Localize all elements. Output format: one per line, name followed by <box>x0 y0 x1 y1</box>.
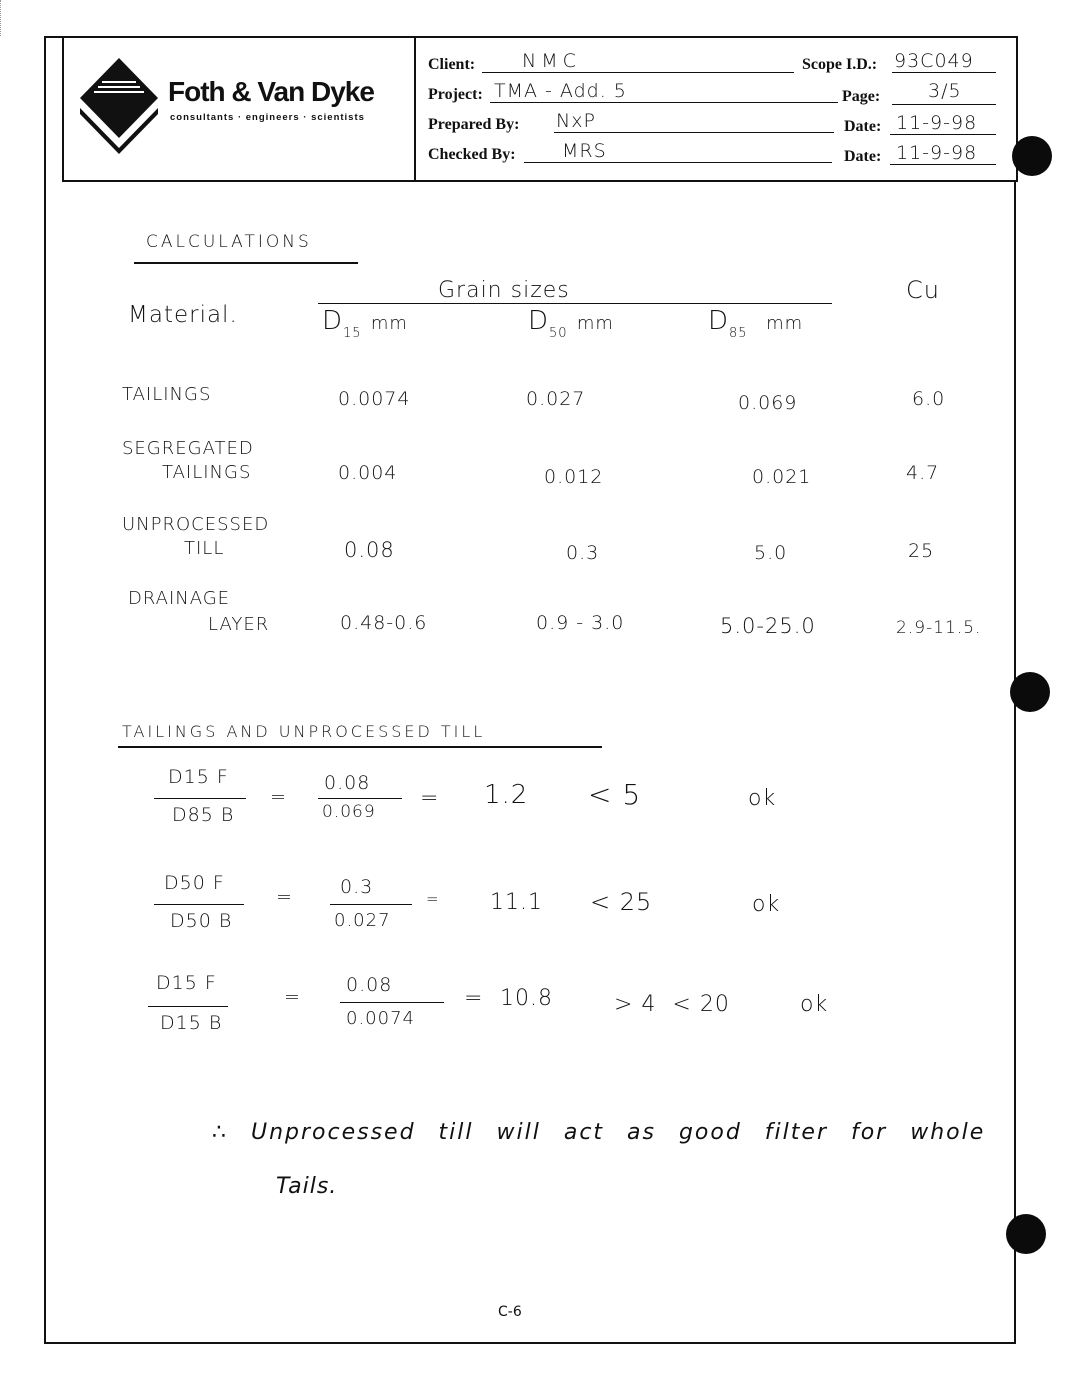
ratio-result: 11.1 <box>490 890 543 915</box>
equals-sign: = <box>420 786 440 811</box>
ratio-status: ok <box>748 786 777 811</box>
scope-value: 93C049 <box>894 50 974 72</box>
material-name-line2: LAYER <box>208 614 270 635</box>
d50-cell: 0.9 - 3.0 <box>536 612 625 634</box>
checked-line <box>524 162 832 163</box>
d15-cell: 0.0074 <box>338 388 411 410</box>
scope-line <box>892 72 996 73</box>
date2-line <box>890 164 996 165</box>
company-tagline: consultants · engineers · scientists <box>170 112 365 123</box>
prepared-line <box>554 132 834 133</box>
ratio-numerator: D15 F <box>156 972 217 994</box>
ratio-bar <box>154 798 246 799</box>
page-line <box>892 104 996 105</box>
project-value: TMA - Add. 5 <box>494 80 627 102</box>
date2-label: Date: <box>844 148 882 165</box>
d50-cell: 0.027 <box>526 388 586 410</box>
cu-cell: 25 <box>908 540 935 562</box>
check-title-underline <box>118 746 602 748</box>
project-label: Project: <box>428 86 483 103</box>
cu-cell: 2.9-11.5. <box>896 618 982 638</box>
logo-cell <box>64 38 416 180</box>
cu-header: Cu <box>906 276 940 304</box>
page-label: Page: <box>842 88 881 105</box>
prepared-label: Prepared By: <box>428 116 520 133</box>
value-bar <box>318 798 402 799</box>
date1-line <box>890 134 996 135</box>
d50-header: $D_{50}$ mm <box>528 306 614 341</box>
date1-label: Date: <box>844 118 882 135</box>
ratio-denominator: D85 B <box>172 804 235 826</box>
project-line <box>490 102 838 103</box>
d85-cell: 5.0-25.0 <box>720 614 816 638</box>
scope-label: Scope I.D.: <box>802 56 878 73</box>
client-line <box>482 72 794 73</box>
grain-sizes-label: Grain sizes <box>438 278 570 303</box>
margin-mark <box>0 0 4 36</box>
d85-cell: 0.069 <box>738 392 798 414</box>
equals-sign: = <box>276 886 293 908</box>
date1-value: 11-9-98 <box>896 112 978 134</box>
value-numerator: 0.08 <box>324 772 371 794</box>
cu-cell: 4.7 <box>906 462 940 484</box>
company-name: Foth & Van Dyke <box>168 76 374 107</box>
material-name: TAILINGS <box>122 384 212 405</box>
cu-cell: 6.0 <box>912 388 946 410</box>
title-block <box>62 36 1018 182</box>
checked-value: MRS <box>562 140 607 162</box>
d85-header: $D_{85}$ mm <box>708 306 804 341</box>
d15-cell: 0.08 <box>344 538 395 562</box>
d15-header: $D_{15}$ mm <box>322 306 408 341</box>
ratio-status: ok <box>752 892 781 917</box>
page-number: C-6 <box>498 1304 522 1320</box>
value-numerator: 0.08 <box>346 974 393 996</box>
equals-sign: = <box>284 986 301 1008</box>
client-label: Client: <box>428 56 476 73</box>
equals-sign: = <box>464 986 484 1011</box>
ratio-status: ok <box>800 992 829 1017</box>
conclusion-line1: ∴ Unprocessed till will act as good filter for whole <box>212 1120 986 1145</box>
d50-cell: 0.3 <box>566 542 600 564</box>
value-denominator: 0.069 <box>322 802 376 822</box>
ratio-bar <box>148 1006 228 1007</box>
value-bar <box>340 1002 444 1003</box>
material-name: SEGREGATED <box>122 438 254 459</box>
value-denominator: 0.0074 <box>346 1008 415 1029</box>
value-bar <box>330 904 412 905</box>
conclusion-line2: Tails. <box>276 1174 338 1199</box>
d85-cell: 5.0 <box>754 542 788 564</box>
client-value: NMC <box>522 50 581 72</box>
page-value: 3/5 <box>928 80 962 102</box>
company-logo-icon <box>78 56 160 156</box>
equals-sign: = <box>426 890 440 908</box>
date2-value: 11-9-98 <box>896 142 978 164</box>
ratio-denominator: D50 B <box>170 910 233 932</box>
ratio-result: 1.2 <box>484 780 529 810</box>
ratio-bar <box>154 904 244 905</box>
ratio-denominator: D15 B <box>160 1012 223 1034</box>
material-name-line2: TAILINGS <box>162 462 252 483</box>
value-denominator: 0.027 <box>334 910 391 931</box>
punch-hole <box>1006 1214 1046 1254</box>
material-name: UNPROCESSED <box>122 514 270 535</box>
prepared-value: NxP <box>556 110 596 132</box>
material-name-line2: TILL <box>184 538 225 559</box>
checked-label: Checked By: <box>428 146 516 163</box>
d15-cell: 0.48-0.6 <box>340 612 428 634</box>
ratio-criteria: > 4 < 20 <box>614 992 730 1017</box>
ratio-criteria: < 5 <box>588 778 642 811</box>
punch-hole <box>1012 136 1052 176</box>
ratio-criteria: < 25 <box>590 888 653 916</box>
ratio-numerator: D15 F <box>168 766 229 788</box>
punch-hole <box>1010 672 1050 712</box>
material-name: DRAINAGE <box>128 588 231 609</box>
check-title: TAILINGS AND UNPROCESSED TILL <box>122 722 486 741</box>
material-header: Material. <box>128 302 238 328</box>
d50-cell: 0.012 <box>544 466 604 488</box>
ratio-result: 10.8 <box>500 986 553 1011</box>
grain-sizes-underline <box>318 303 832 304</box>
calculations-title: CALCULATIONS <box>146 232 312 252</box>
d15-cell: 0.004 <box>338 462 398 484</box>
equals-sign: = <box>270 786 287 808</box>
d85-cell: 0.021 <box>752 466 812 488</box>
calculations-underline <box>134 262 358 264</box>
value-numerator: 0.3 <box>340 876 374 898</box>
ratio-numerator: D50 F <box>164 872 225 894</box>
